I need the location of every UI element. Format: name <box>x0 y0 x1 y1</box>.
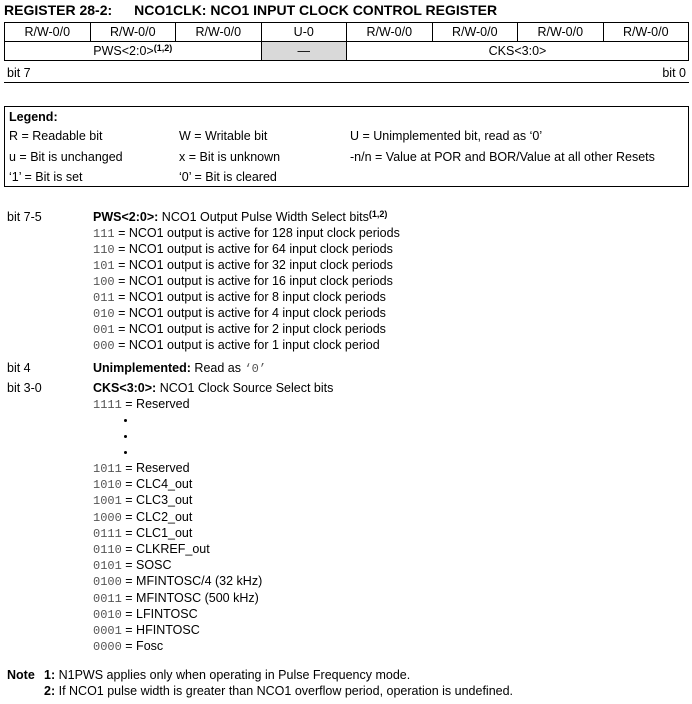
cks-value-item <box>93 510 262 526</box>
pws-code: 101 <box>93 259 115 273</box>
note-label: Note <box>7 668 35 682</box>
cks-text: = MFINTOSC (500 kHz) <box>121 590 259 605</box>
pws-field-sup: (1,2) <box>153 43 173 53</box>
cks-text: = SOSC <box>121 558 172 573</box>
bit4-access: U-0 <box>261 23 347 42</box>
cks-code: 1111 <box>93 398 122 412</box>
pws-code: 011 <box>93 291 115 305</box>
field-row <box>5 42 689 61</box>
pws-value-item <box>93 306 400 322</box>
bit1-access: R/W-0/0 <box>518 23 604 42</box>
bit-range-row <box>4 62 689 83</box>
cks-text: = CLC3_out <box>121 493 193 508</box>
ellipsis-dot <box>124 419 127 422</box>
ellipsis-dot <box>124 451 127 454</box>
bit7-access: R/W-0/0 <box>5 23 91 42</box>
bit5-access: R/W-0/0 <box>176 23 262 42</box>
legend-unchanged: u = Bit is unchanged <box>9 150 123 164</box>
cks-value-item <box>93 542 262 558</box>
legend-unimplemented: U = Unimplemented bit, read as ‘0’ <box>350 129 543 143</box>
pws-code: 000 <box>93 339 115 353</box>
pws-heading <box>93 210 387 224</box>
cks-value-item <box>93 558 262 574</box>
pws-text: = NCO1 output is active for 32 input clock periods <box>114 258 393 272</box>
legend-set: ‘1’ = Bit is set <box>9 170 83 184</box>
cks-code: 1010 <box>93 478 122 493</box>
access-row <box>5 23 689 42</box>
bit-right-label: bit 0 <box>662 66 686 80</box>
cks-text: = CLKREF_out <box>121 541 210 556</box>
cks-bit-label: bit 3-0 <box>7 381 42 395</box>
cks-value-item <box>93 477 262 493</box>
pws-text: = NCO1 output is active for 128 input clock periods <box>114 226 400 240</box>
register-title <box>4 2 497 18</box>
cks-text: = Reserved <box>121 461 190 475</box>
bit2-access: R/W-0/0 <box>432 23 518 42</box>
note-1 <box>44 668 410 682</box>
cks-name: CKS<3:0>: <box>93 381 157 395</box>
cks-value-item <box>93 623 262 639</box>
cks-value-list <box>93 461 262 655</box>
pws-text: = NCO1 output is active for 64 input clock periods <box>114 242 393 256</box>
pws-code: 001 <box>93 323 115 337</box>
cks-text: = MFINTOSC/4 (32 kHz) <box>121 574 263 589</box>
unimpl-desc: Read as <box>190 361 245 375</box>
register-label: REGISTER 28-2: <box>4 2 113 18</box>
cks-code: 1000 <box>93 510 122 525</box>
pws-value-item <box>93 338 400 354</box>
note-2 <box>44 684 513 698</box>
pws-value-item <box>93 322 400 338</box>
cks-value-item <box>93 526 262 542</box>
cks-code: 0111 <box>93 526 122 541</box>
pws-code: 111 <box>93 227 115 241</box>
pws-value-item <box>93 274 400 290</box>
cks-value-item <box>93 591 262 607</box>
cks-value-item <box>93 607 262 623</box>
legend-readable: R = Readable bit <box>9 129 103 143</box>
unimpl-name: Unimplemented: <box>93 361 191 375</box>
cks-text: = Fosc <box>121 639 164 654</box>
pws-value-item <box>93 258 400 274</box>
legend-unknown: x = Bit is unknown <box>179 150 281 164</box>
pws-text: = NCO1 output is active for 2 input clock periods <box>114 322 386 336</box>
register-name: NCO1CLK: NCO1 INPUT CLOCK CONTROL REGISTER <box>134 2 498 18</box>
unimpl-value: ‘0’ <box>244 362 267 376</box>
legend-reset-values: -n/n = Value at POR and BOR/Value at all other Resets <box>350 150 655 164</box>
cks-value-item <box>93 461 262 477</box>
legend-cleared: ‘0’ = Bit is cleared <box>179 170 277 184</box>
cks-desc: NCO1 Clock Source Select bits <box>156 381 334 395</box>
bit6-access: R/W-0/0 <box>90 23 176 42</box>
cks-code: 0101 <box>93 559 122 574</box>
pws-code: 110 <box>93 243 115 257</box>
pws-bit-label: bit 7-5 <box>7 210 42 224</box>
pws-text: = NCO1 output is active for 8 input clock periods <box>114 290 386 304</box>
cks-value-item <box>93 639 262 655</box>
cks-code: 1011 <box>93 462 122 476</box>
pws-value-item <box>93 226 400 242</box>
note-2-text: If NCO1 pulse width is greater than NCO1 overflow period, operation is undefined. <box>58 684 514 698</box>
register-bit-table <box>4 22 689 61</box>
note-1-num: 1: <box>44 668 56 682</box>
cks-code: 0001 <box>93 623 122 638</box>
pws-value-item <box>93 290 400 306</box>
pws-value-item <box>93 242 400 258</box>
cks-code: 0100 <box>93 575 122 590</box>
cks-text: = CLC4_out <box>121 477 193 492</box>
cks-code: 0010 <box>93 607 122 622</box>
unimpl-heading <box>93 361 266 376</box>
pws-code: 100 <box>93 275 115 289</box>
cks-first-item <box>93 397 190 412</box>
pws-desc: NCO1 Output Pulse Width Select bits <box>158 210 369 224</box>
unimpl-bit-label: bit 4 <box>7 361 31 375</box>
cks-code: 0110 <box>93 542 122 557</box>
cks-text: = HFINTOSC <box>121 622 200 637</box>
pws-text: = NCO1 output is active for 1 input clock period <box>114 338 380 352</box>
cks-code: 1001 <box>93 494 122 509</box>
cks-text: = Reserved <box>121 397 190 411</box>
pws-code: 010 <box>93 307 115 321</box>
legend-writable: W = Writable bit <box>179 129 268 143</box>
cks-text: = LFINTOSC <box>121 606 198 621</box>
cks-value-item <box>93 493 262 509</box>
unimplemented-field: — <box>261 42 347 61</box>
legend-title: Legend: <box>9 110 58 124</box>
cks-code: 0000 <box>93 640 122 655</box>
pws-text: = NCO1 output is active for 4 input clock periods <box>114 306 386 320</box>
cks-code: 0011 <box>93 591 122 606</box>
ellipsis-dot <box>124 435 127 438</box>
legend-box <box>4 106 689 187</box>
pws-field-label: PWS<2:0> <box>93 44 154 58</box>
pws-value-list <box>93 226 400 354</box>
cks-heading <box>93 381 333 395</box>
cks-field: CKS<3:0> <box>347 42 689 61</box>
note-1-text: N1PWS applies only when operating in Pulse Frequency mode. <box>58 668 411 682</box>
bit0-access: R/W-0/0 <box>603 23 689 42</box>
cks-text: = CLC2_out <box>121 509 193 524</box>
cks-value-item <box>93 574 262 590</box>
pws-field <box>5 42 262 61</box>
pws-sup: (1,2) <box>368 209 388 219</box>
note-2-num: 2: <box>44 684 56 698</box>
bit-left-label: bit 7 <box>7 66 31 80</box>
bit3-access: R/W-0/0 <box>347 23 433 42</box>
pws-text: = NCO1 output is active for 16 input clock periods <box>114 274 393 288</box>
cks-text: = CLC1_out <box>121 525 193 540</box>
pws-name: PWS<2:0>: <box>93 210 159 224</box>
